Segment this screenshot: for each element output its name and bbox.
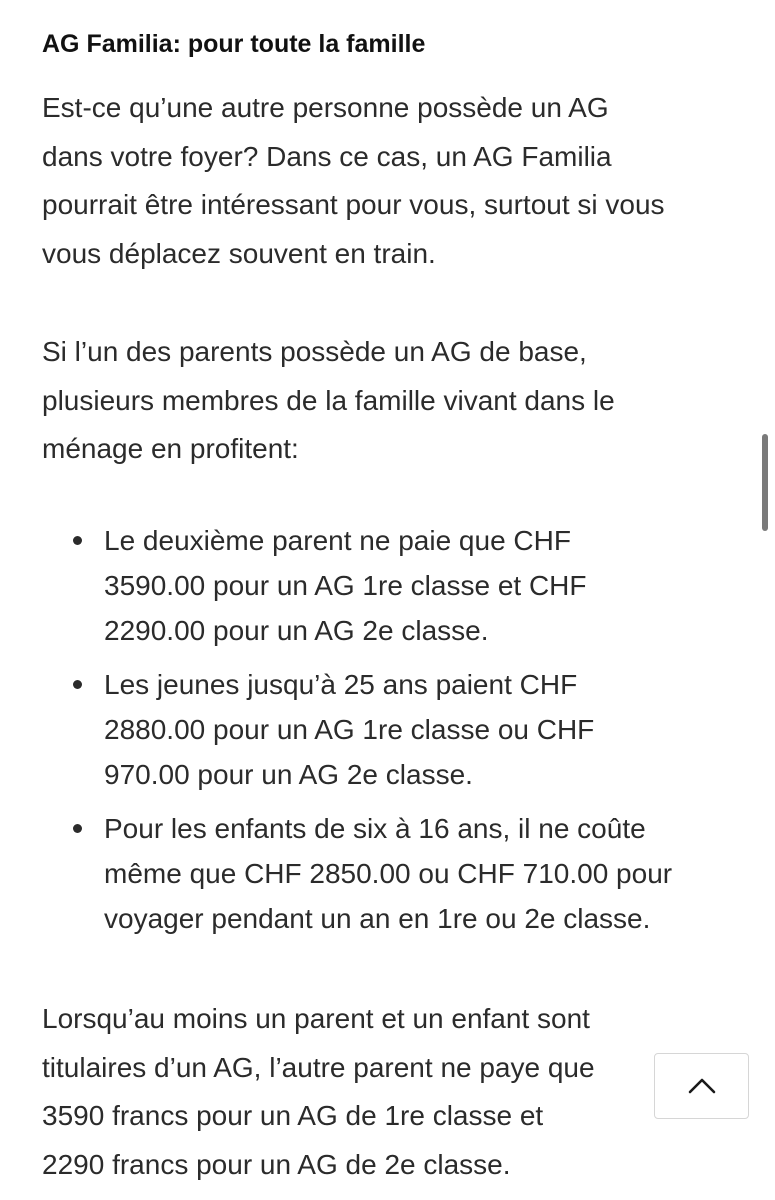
list-item-line: 2880.00 pour un AG 1re classe ou CHF — [104, 714, 595, 745]
benefits-intro-paragraph — [42, 328, 732, 474]
paragraph-line: vous déplacez souvent en train. — [42, 237, 436, 269]
list-item-line: 3590.00 pour un AG 1re classe et CHF — [104, 570, 587, 601]
list-item-line: 2290.00 pour un AG 2e classe. — [104, 615, 489, 646]
intro-paragraph — [42, 84, 732, 278]
price-list — [42, 518, 742, 950]
paragraph-line: Si l’un des parents possède un AG de base, — [42, 336, 587, 367]
paragraph-line: dans votre foyer? Dans ce cas, un AG Familia — [42, 140, 612, 172]
paragraph-line: ménage en profitent: — [42, 433, 299, 464]
paragraph-line: 3590 francs pour un AG de 1re classe et — [42, 1100, 544, 1131]
list-item — [42, 662, 742, 797]
paragraph-line: pourrait être intéressant pour vous, surtout si vous — [42, 189, 665, 220]
chevron-up-icon — [687, 1077, 717, 1095]
list-item-line: Pour les enfants de six à 16 ans, il ne coûte — [104, 813, 646, 844]
paragraph-line: plusieurs membres de la famille vivant dans le — [42, 384, 615, 416]
list-item-line: Les jeunes jusqu’à 25 ans paient CHF — [104, 669, 578, 700]
paragraph-line: Est-ce qu’une autre personne possède un AG — [42, 92, 609, 123]
list-item — [42, 518, 742, 653]
list-item-line: voyager pendant un an en 1re ou 2e classe. — [104, 903, 651, 934]
paragraph-line: 2290 francs pour un AG de 2e classe. — [42, 1148, 511, 1180]
list-item — [42, 806, 742, 941]
scrollbar-thumb[interactable] — [762, 434, 768, 531]
list-item-line: 970.00 pour un AG 2e classe. — [104, 759, 473, 790]
back-to-top-button[interactable] — [654, 1053, 749, 1119]
list-item-line: Le deuxième parent ne paie que CHF — [104, 525, 571, 556]
section-heading: AG Familia: pour toute la famille — [42, 30, 426, 58]
closing-paragraph — [42, 995, 732, 1189]
list-item-line: même que CHF 2850.00 ou CHF 710.00 pour — [104, 858, 673, 889]
paragraph-line: Lorsqu’au moins un parent et un enfant sont — [42, 1003, 590, 1034]
paragraph-line: titulaires d’un AG, l’autre parent ne paye que — [42, 1051, 595, 1083]
